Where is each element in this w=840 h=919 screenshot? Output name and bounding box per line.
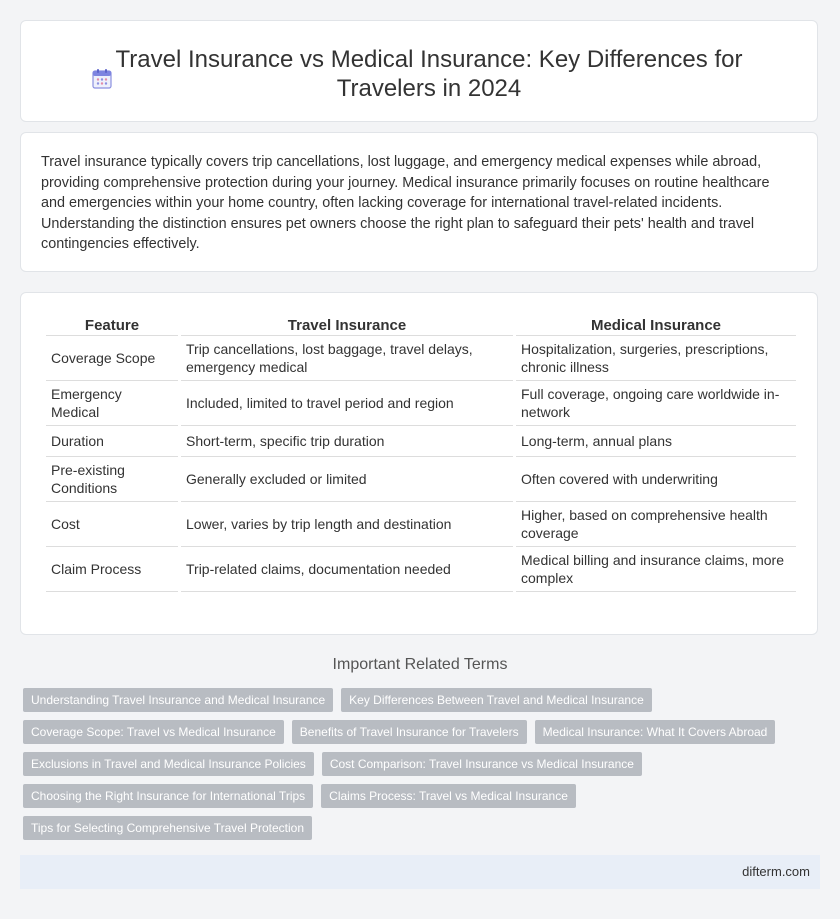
table-row	[46, 547, 796, 592]
table-cell: Pre-existing Conditions	[46, 457, 178, 502]
comparison-card	[20, 292, 818, 635]
related-term-tag[interactable]: Claims Process: Travel vs Medical Insurance	[321, 784, 576, 808]
related-terms-heading: Important Related Terms	[332, 656, 508, 673]
table-cell: Trip-related claims, documentation needed	[181, 547, 513, 592]
intro-card	[20, 132, 818, 272]
comparison-table	[43, 315, 799, 592]
table-cell: Included, limited to travel period and region	[181, 381, 513, 426]
table-cell: Higher, based on comprehensive health coverage	[516, 502, 796, 547]
related-term-tag[interactable]: Cost Comparison: Travel Insurance vs Medical Insurance	[322, 752, 642, 776]
table-header-row	[46, 315, 796, 336]
footer	[20, 855, 820, 889]
table-row	[46, 336, 796, 381]
table-cell: Emergency Medical	[46, 381, 178, 426]
page-title: Travel Insurance vs Medical Insurance: Key Differences for Travelers in 2024	[115, 46, 743, 102]
table-row	[46, 426, 796, 457]
related-term-tag[interactable]: Key Differences Between Travel and Medical Insurance	[341, 688, 652, 712]
table-cell: Generally excluded or limited	[181, 457, 513, 502]
related-term-tag[interactable]: Choosing the Right Insurance for International Trips	[23, 784, 313, 808]
table-cell: Hospitalization, surgeries, prescriptions, chronic illness	[516, 336, 796, 381]
related-term-tag[interactable]: Exclusions in Travel and Medical Insurance Policies	[23, 752, 314, 776]
related-term-tag[interactable]: Benefits of Travel Insurance for Travelers	[292, 720, 527, 744]
table-cell: Long-term, annual plans	[516, 426, 796, 457]
title-card	[20, 20, 818, 122]
table-cell: Duration	[46, 426, 178, 457]
table-cell: Cost	[46, 502, 178, 547]
table-row	[46, 502, 796, 547]
related-term-tag[interactable]: Coverage Scope: Travel vs Medical Insurance	[23, 720, 284, 744]
header-travel-insurance: Travel Insurance	[181, 315, 513, 336]
table-row	[46, 381, 796, 426]
related-term-tag[interactable]: Tips for Selecting Comprehensive Travel Protection	[23, 816, 312, 840]
header-medical-insurance: Medical Insurance	[516, 315, 796, 336]
table-cell: Often covered with underwriting	[516, 457, 796, 502]
header-feature: Feature	[46, 315, 178, 336]
table-row	[46, 457, 796, 502]
site-name[interactable]: difterm.com	[742, 864, 810, 879]
table-cell: Medical billing and insurance claims, more complex	[516, 547, 796, 592]
intro-paragraph: Travel insurance typically covers trip cancellations, lost luggage, and emergency medical expenses while abroad, providing comprehensive protection during your journey. Medical insurance primarily focuses on routine healthcare and emergencies within your home country, often lacking coverage for international travel-related incidents. Understanding the distinction ensures pet owners choose the right plan to safeguard their pets' health and travel contingencies effectively.	[41, 154, 770, 252]
table-cell: Lower, varies by trip length and destination	[181, 502, 513, 547]
related-term-tag[interactable]: Understanding Travel Insurance and Medical Insurance	[23, 688, 333, 712]
related-terms-list	[23, 688, 813, 848]
table-cell: Full coverage, ongoing care worldwide in-network	[516, 381, 796, 426]
table-cell: Claim Process	[46, 547, 178, 592]
related-term-tag[interactable]: Medical Insurance: What It Covers Abroad	[535, 720, 776, 744]
table-cell: Short-term, specific trip duration	[181, 426, 513, 457]
table-cell: Trip cancellations, lost baggage, travel delays, emergency medical	[181, 336, 513, 381]
table-cell: Coverage Scope	[46, 336, 178, 381]
